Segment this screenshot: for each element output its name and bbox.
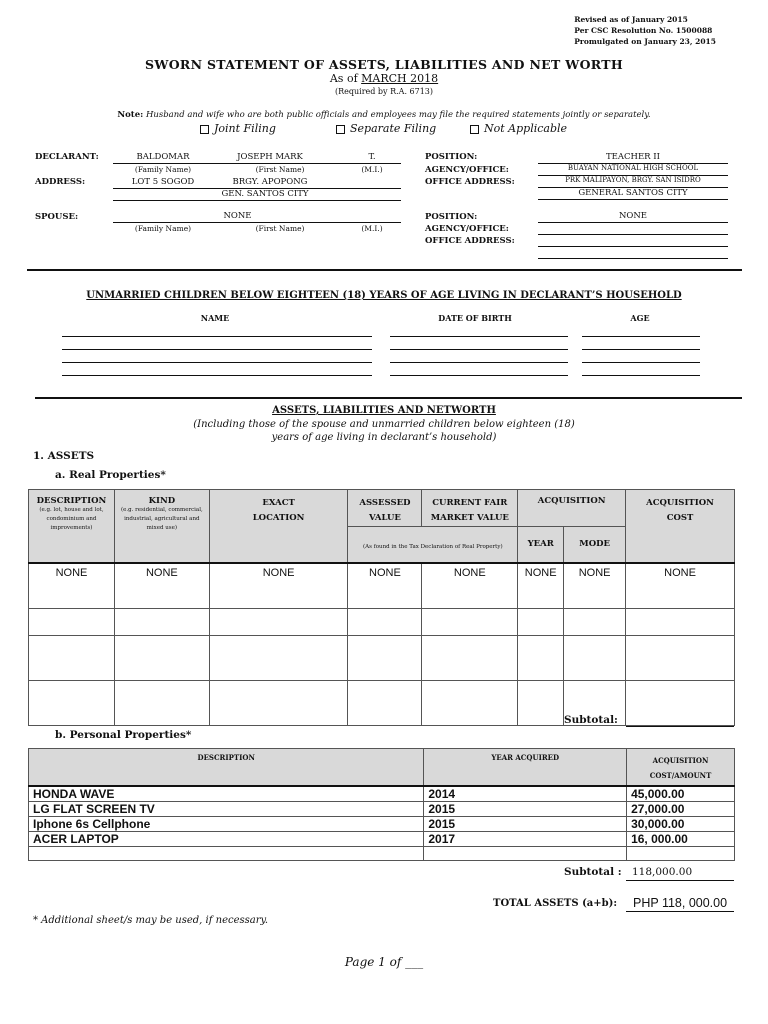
header-label: MARKET VALUE xyxy=(430,513,509,523)
alnw-heading: ASSETS, LIABILITIES AND NETWORTH xyxy=(272,405,496,416)
option-label: Joint Filing xyxy=(214,122,276,135)
real-subtotal-line[interactable] xyxy=(626,726,734,727)
empty-cell[interactable] xyxy=(348,609,422,636)
header-cost xyxy=(627,749,735,786)
cell-cost[interactable]: NONE xyxy=(626,563,735,609)
table-row xyxy=(29,609,735,636)
personal-subtotal-value[interactable]: 118,000.00 xyxy=(632,866,693,878)
header-sublabel: (e.g. residential, commercial, industrial, agricultural and mixed use) xyxy=(120,507,203,531)
separate-filing-option[interactable] xyxy=(336,122,436,135)
cell-year[interactable]: NONE xyxy=(518,563,564,609)
position-value[interactable]: TEACHER II xyxy=(606,152,660,162)
empty-cell[interactable] xyxy=(29,846,424,860)
spouse-agency-label: AGENCY/OFFICE: xyxy=(425,224,509,234)
empty-cell[interactable] xyxy=(424,846,627,860)
header-year: YEAR xyxy=(518,527,564,563)
empty-cell[interactable] xyxy=(564,636,626,681)
empty-cell[interactable] xyxy=(626,609,735,636)
empty-cell[interactable] xyxy=(29,609,115,636)
sub-mi: (M.I.) xyxy=(361,224,383,233)
table-row xyxy=(29,801,735,816)
personal-properties-label: b. Personal Properties* xyxy=(55,729,192,741)
revision-line: Promulgated on January 23, 2015 xyxy=(574,37,716,46)
additional-sheets-note: * Additional sheet/s may be used, if necessary. xyxy=(33,915,269,926)
header-fmv xyxy=(422,490,518,527)
header-label: ACQUISITION xyxy=(646,498,714,508)
alnw-subline: (Including those of the spouse and unmarried children below eighteen (18) xyxy=(193,419,575,430)
child-age-line[interactable] xyxy=(582,336,700,337)
header-label: COST/AMOUNT xyxy=(649,771,712,780)
header-label: VALUE xyxy=(368,513,401,523)
personal-subtotal-label: Subtotal : xyxy=(564,866,622,878)
col-name: NAME xyxy=(200,313,230,323)
spouse-name[interactable]: NONE xyxy=(223,211,252,221)
real-properties-table xyxy=(28,489,735,726)
header-acquisition: ACQUISITION xyxy=(518,490,626,527)
header-mode: MODE xyxy=(564,527,626,563)
child-dob-line[interactable] xyxy=(390,336,568,337)
cell-mode[interactable]: NONE xyxy=(564,563,626,609)
spouse-office-address-label: OFFICE ADDRESS: xyxy=(425,236,515,246)
cell-cost[interactable]: 45,000.00 xyxy=(627,786,735,802)
address-line xyxy=(113,200,401,201)
office-address-label: OFFICE ADDRESS: xyxy=(425,177,515,187)
empty-cell[interactable] xyxy=(114,636,209,681)
empty-cell[interactable] xyxy=(422,636,518,681)
declarant-name-line xyxy=(113,163,401,164)
header-assessed xyxy=(348,490,422,527)
empty-cell[interactable] xyxy=(209,681,348,726)
empty-cell[interactable] xyxy=(518,636,564,681)
section-divider xyxy=(27,269,742,271)
declarant-mi[interactable]: T. xyxy=(368,152,376,162)
empty-cell[interactable] xyxy=(114,681,209,726)
spouse-agency-line xyxy=(538,234,728,235)
cell-description[interactable]: LG FLAT SCREEN TV xyxy=(29,801,424,816)
cell-cost[interactable]: 30,000.00 xyxy=(627,816,735,831)
header-year: YEAR ACQUIRED xyxy=(424,749,627,786)
cell-year[interactable]: 2017 xyxy=(424,831,627,846)
table-row xyxy=(29,563,735,609)
address-label: ADDRESS: xyxy=(35,177,86,187)
office-address-1[interactable]: PRK MALIPAYON, BRGY. SAN ISIDRO xyxy=(565,176,701,184)
spouse-position-value[interactable]: NONE xyxy=(618,211,648,221)
header-label: LOCATION xyxy=(252,513,305,523)
revision-line: Revised as of January 2015 xyxy=(574,15,688,24)
as-of-line xyxy=(0,72,768,85)
as-of-prefix: As of xyxy=(329,72,358,85)
checkbox-icon[interactable] xyxy=(200,125,209,134)
table-row xyxy=(29,681,735,726)
header-label: COST xyxy=(666,513,694,523)
address-line-1[interactable]: LOT 5 SOGOD xyxy=(131,177,195,187)
child-age-line[interactable] xyxy=(582,362,700,363)
cell-description[interactable]: NONE xyxy=(29,563,115,609)
spouse-label: SPOUSE: xyxy=(35,212,79,222)
header-tax-note: (As found in the Tax Declaration of Real Property) xyxy=(348,527,518,563)
child-name-line[interactable] xyxy=(62,375,372,376)
empty-cell[interactable] xyxy=(626,636,735,681)
checkbox-icon[interactable] xyxy=(336,125,345,134)
revision-line: Per CSC Resolution No. 1500088 xyxy=(574,26,713,35)
sub-first-name: (First Name) xyxy=(255,224,305,233)
empty-cell[interactable] xyxy=(348,636,422,681)
office-address-line xyxy=(538,199,728,200)
checkbox-icon[interactable] xyxy=(470,125,479,134)
empty-cell[interactable] xyxy=(626,681,735,726)
total-assets-label: TOTAL ASSETS (a+b): xyxy=(493,898,618,909)
declarant-first-name[interactable]: JOSEPH MARK xyxy=(237,152,303,162)
agency-value[interactable]: BUAYAN NATIONAL HIGH SCHOOL xyxy=(567,164,699,172)
table-row xyxy=(29,786,735,802)
real-subtotal-label: Subtotal: xyxy=(564,714,618,726)
real-properties-label: a. Real Properties* xyxy=(55,469,166,481)
empty-cell[interactable] xyxy=(29,636,115,681)
address-line-2[interactable]: BRGY. APOPONG xyxy=(232,177,308,187)
child-name-line[interactable] xyxy=(62,336,372,337)
cell-year[interactable]: 2015 xyxy=(424,801,627,816)
position-label: POSITION: xyxy=(425,152,478,162)
empty-cell[interactable] xyxy=(422,609,518,636)
cell-year[interactable]: 2015 xyxy=(424,816,627,831)
spouse-position-line xyxy=(538,222,728,223)
alnw-subline: years of age living in declarant’s household) xyxy=(271,432,497,443)
child-age-line[interactable] xyxy=(582,349,700,350)
page-number: Page 1 of ___ xyxy=(344,955,424,969)
cell-assessed[interactable]: NONE xyxy=(348,563,422,609)
total-assets-line xyxy=(626,911,734,912)
empty-cell[interactable] xyxy=(422,681,518,726)
cell-cost[interactable]: 16, 000.00 xyxy=(627,831,735,846)
header-label: ACQUISITION xyxy=(652,756,709,765)
total-assets-value[interactable]: PHP 118, 000.00 xyxy=(633,896,728,910)
note-line xyxy=(0,110,768,120)
spouse-office-line xyxy=(538,258,728,259)
header-description: DESCRIPTION xyxy=(29,749,424,786)
children-heading: UNMARRIED CHILDREN BELOW EIGHTEEN (18) YEARS OF AGE LIVING IN DECLARANT’S HOUSEHOLD xyxy=(86,290,682,301)
empty-cell[interactable] xyxy=(564,609,626,636)
col-age: AGE xyxy=(630,313,650,323)
header-label: KIND xyxy=(148,496,176,506)
table-row xyxy=(29,816,735,831)
spouse-office-line xyxy=(538,246,728,247)
joint-filing-option[interactable] xyxy=(200,122,276,135)
empty-cell[interactable] xyxy=(627,846,735,860)
child-dob-line[interactable] xyxy=(390,349,568,350)
table-row xyxy=(29,846,735,860)
header-sublabel: (e.g. lot, house and lot, condominium and improvements) xyxy=(39,507,104,531)
empty-cell[interactable] xyxy=(518,681,564,726)
header-location xyxy=(209,490,348,563)
header-label: EXACT xyxy=(262,498,295,508)
header-label: ASSESSED xyxy=(359,498,411,508)
header-description xyxy=(29,490,115,563)
header-cost xyxy=(626,490,735,563)
empty-cell[interactable] xyxy=(209,636,348,681)
cell-kind[interactable]: NONE xyxy=(114,563,209,609)
as-of-date: MARCH 2018 xyxy=(361,72,439,85)
empty-cell[interactable] xyxy=(348,681,422,726)
personal-properties-table xyxy=(28,748,735,861)
header-label: CURRENT FAIR xyxy=(432,498,508,508)
child-dob-line[interactable] xyxy=(390,375,568,376)
table-row xyxy=(29,831,735,846)
sub-family-name: (Family Name) xyxy=(134,224,192,233)
required-by: (Required by R.A. 6713) xyxy=(334,87,434,96)
form-title: SWORN STATEMENT OF ASSETS, LIABILITIES AND NET WORTH xyxy=(145,57,623,72)
sub-family-name: (Family Name) xyxy=(134,165,192,174)
agency-label: AGENCY/OFFICE: xyxy=(425,165,509,175)
cell-description[interactable]: HONDA WAVE xyxy=(29,786,424,802)
child-age-line[interactable] xyxy=(582,375,700,376)
office-address-2[interactable]: GENERAL SANTOS CITY xyxy=(578,188,688,198)
child-dob-line[interactable] xyxy=(390,362,568,363)
cell-description[interactable]: ACER LAPTOP xyxy=(29,831,424,846)
note-label: Note: xyxy=(117,110,144,120)
empty-cell[interactable] xyxy=(114,609,209,636)
sub-first-name: (First Name) xyxy=(255,165,305,174)
cell-description[interactable]: Iphone 6s Cellphone xyxy=(29,816,424,831)
header-label: DESCRIPTION xyxy=(36,496,107,506)
section-divider xyxy=(35,397,742,399)
spouse-name-line xyxy=(113,222,401,223)
cell-cost[interactable]: 27,000.00 xyxy=(627,801,735,816)
option-label: Separate Filing xyxy=(350,122,437,135)
address-line-3[interactable]: GEN. SANTOS CITY xyxy=(221,189,309,199)
cell-location[interactable]: NONE xyxy=(209,563,348,609)
revision-block xyxy=(574,14,716,47)
cell-fmv[interactable]: NONE xyxy=(422,563,518,609)
declarant-label: DECLARANT: xyxy=(35,152,99,162)
assets-label: 1. ASSETS xyxy=(33,450,95,462)
sub-mi: (M.I.) xyxy=(361,165,383,174)
option-label: Not Applicable xyxy=(484,122,568,135)
col-dob: DATE OF BIRTH xyxy=(438,313,512,323)
child-name-line[interactable] xyxy=(62,349,372,350)
cell-year[interactable]: 2014 xyxy=(424,786,627,802)
table-row xyxy=(29,636,735,681)
child-name-line[interactable] xyxy=(62,362,372,363)
empty-cell[interactable] xyxy=(209,609,348,636)
empty-cell[interactable] xyxy=(518,609,564,636)
header-kind xyxy=(114,490,209,563)
empty-cell[interactable] xyxy=(29,681,115,726)
spouse-position-label: POSITION: xyxy=(425,212,478,222)
note-text: Husband and wife who are both public officials and employees may file the required statements jointly or separately. xyxy=(145,110,651,120)
not-applicable-option[interactable] xyxy=(470,122,567,135)
declarant-family-name[interactable]: BALDOMAR xyxy=(136,152,190,162)
personal-subtotal-line xyxy=(626,880,734,881)
